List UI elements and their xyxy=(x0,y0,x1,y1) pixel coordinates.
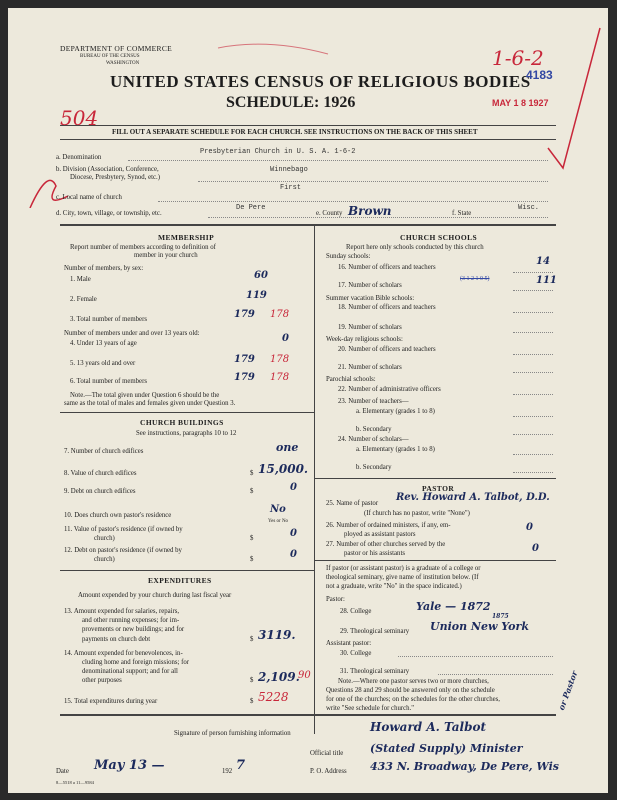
edifice-debt-value: 0 xyxy=(290,482,297,493)
dept-name: DEPARTMENT OF COMMERCE xyxy=(60,44,173,53)
assistant-ministers-value: 0 xyxy=(526,522,533,533)
state-value: Wisc. xyxy=(518,204,540,212)
received-stamp: MAY 1 8 1927 xyxy=(492,98,549,108)
residence-own-label: 10. Does church own pastor's residence xyxy=(64,512,172,519)
q23-label: 23. Number of teachers— xyxy=(338,398,409,405)
year-value: 7 xyxy=(236,758,246,773)
graduate-note-1: If pastor (or assistant pastor) is a graduate of a college or xyxy=(326,565,481,572)
assistant-college-label: 30. College xyxy=(340,650,372,657)
schools-heading: CHURCH SCHOOLS xyxy=(400,233,478,242)
local-name-label: c. Local name of church xyxy=(56,194,122,201)
total-members-check: 178 xyxy=(270,309,290,320)
city-value: De Pere xyxy=(236,204,266,212)
under-13-value: 0 xyxy=(282,333,289,344)
yes-no-hint: Yes or No xyxy=(268,519,289,524)
other-churches-label-1: 27. Number of other churches served by the xyxy=(326,541,446,548)
pastor-sub-label: Pastor: xyxy=(326,596,345,603)
dollar-sign: $ xyxy=(250,556,254,563)
vacation-schools-label: Summer vacation Bible schools: xyxy=(326,295,415,302)
pastor-note-2: Questions 28 and 29 should be answered only on the schedule xyxy=(326,687,495,694)
local-name-value: First xyxy=(280,184,302,192)
dollar-sign: $ xyxy=(250,698,254,705)
dollar-sign: $ xyxy=(250,470,254,477)
q21-label: 21. Number of scholars xyxy=(338,364,402,371)
edifices-label: 7. Number of church edifices xyxy=(64,448,144,455)
assistant-seminary-label: 31. Theological seminary xyxy=(340,668,410,675)
q13-line-1: 13. Amount expended for salaries, repairs, xyxy=(64,608,180,615)
q18-label: 18. Number of officers and teachers xyxy=(338,304,436,311)
pastor-note-1: Note.—Where one pastor serves two or more churches, xyxy=(338,678,489,685)
residence-debt-value: 0 xyxy=(290,549,297,560)
denomination-value: Presbyterian Church in U. S. A. 1-6-2 xyxy=(200,148,356,156)
buildings-sub: See instructions, paragraphs 10 to 12 xyxy=(136,430,237,437)
schedule-number: 4183 xyxy=(526,68,553,82)
residence-value-label-1: 11. Value of pastor's residence (if owned by xyxy=(64,526,183,533)
female-label: 2. Female xyxy=(70,296,97,303)
signature-value: Howard A. Talbot xyxy=(370,720,487,734)
expenditures-heading: EXPENDITURES xyxy=(148,576,212,585)
official-title-extra: or Pastor xyxy=(556,669,580,712)
edifice-value-value: 15,000. xyxy=(258,462,309,476)
parochial-schools-label: Parochial schools: xyxy=(326,376,376,383)
assistant-ministers-label-2: ployed as assistant pastors xyxy=(344,531,416,538)
census-schedule-sheet xyxy=(8,8,608,793)
college-label: 28. College xyxy=(340,608,372,615)
q13-line-4: payments on church debt xyxy=(82,636,151,643)
sunday-scholars-value: 111 xyxy=(536,275,557,286)
other-churches-value: 0 xyxy=(532,543,539,554)
over-13-value: 179 xyxy=(234,354,255,365)
by-sex-label: Number of members, by sex: xyxy=(64,265,144,272)
total-expenditures-value: 5228 xyxy=(258,690,289,704)
city-name: WASHINGTON xyxy=(106,61,140,66)
division-label-1: b. Division (Association, Conference, xyxy=(56,166,159,173)
q23a-label: a. Elementary (grades 1 to 8) xyxy=(356,408,435,415)
dollar-sign: $ xyxy=(250,636,254,643)
other-churches-label-2: pastor or his assistants xyxy=(344,550,405,557)
form-number: 8—5518 a 11—9584 xyxy=(56,780,94,785)
county-label: e. County xyxy=(316,210,343,217)
city-label: d. City, town, village, or township, etc. xyxy=(56,210,162,217)
division-value: Winnebago xyxy=(270,166,308,174)
graduate-note-3: not a graduate, write "No" in the space indicated.) xyxy=(326,583,462,590)
q24-label: 24. Number of scholars— xyxy=(338,436,409,443)
denomination-code: 1-6-2 xyxy=(492,46,544,70)
pastor-heading: PASTOR xyxy=(422,484,455,493)
female-value: 119 xyxy=(246,290,267,301)
year-prefix: 192 xyxy=(222,768,233,775)
buildings-heading: CHURCH BUILDINGS xyxy=(140,418,224,427)
q17-label: 17. Number of scholars xyxy=(338,282,402,289)
benevolences-value: 2,109. xyxy=(258,670,300,684)
pastor-name-hint: (If church has no pastor, write "None") xyxy=(364,510,470,517)
seminary-year: 1875 xyxy=(492,613,509,620)
total-members-2-value: 179 xyxy=(234,372,255,383)
benevolences-cents: 90 xyxy=(298,670,311,681)
q13-line-2: and other running expenses; for im- xyxy=(82,617,180,624)
residence-value-value: 0 xyxy=(290,528,297,539)
graduate-note-2: theological seminary, give name of institution below. (If xyxy=(326,574,479,581)
membership-note-2: same as the total of males and females given under Question 3. xyxy=(64,400,236,407)
sunday-scholars-struck: (3 1 2 1 0 5) xyxy=(460,276,490,282)
membership-note-1: Note.—The total given under Question 6 should be the xyxy=(70,392,220,399)
instruction-line: FILL OUT A SEPARATE SCHEDULE FOR EACH CHURCH. SEE INSTRUCTIONS ON THE BACK OF THIS SHEET xyxy=(112,128,478,136)
q14-line-2: cluding home and foreign missions; for xyxy=(82,659,190,666)
over-13-label: 5. 13 years old and over xyxy=(70,360,136,367)
age-heading: Number of members under and over 13 years old: xyxy=(64,330,200,337)
q14-line-3: denominational support; and for all xyxy=(82,668,178,675)
form-title: UNITED STATES CENSUS OF RELIGIOUS BODIES xyxy=(110,72,531,91)
dollar-sign: $ xyxy=(250,488,254,495)
division-label-2: Diocese, Presbytery, Synod, etc.) xyxy=(70,174,160,181)
total-members-label: 3. Total number of members xyxy=(70,316,147,323)
running-expenses-value: 3119. xyxy=(258,628,296,642)
pastor-name-value: Rev. Howard A. Talbot, D.D. xyxy=(396,492,550,503)
state-label: f. State xyxy=(452,210,472,217)
left-number: 504 xyxy=(60,106,99,130)
official-title-label: Official title xyxy=(310,750,344,757)
pastor-note-4: write "See schedule for church." xyxy=(326,705,415,712)
q16-label: 16. Number of officers and teachers xyxy=(338,264,436,271)
residence-debt-label-2: church) xyxy=(94,556,115,563)
assistant-pastor-label: Assistant pastor: xyxy=(326,640,372,647)
seminary-label: 29. Theological seminary xyxy=(340,628,410,635)
po-address-value: 433 N. Broadway, De Pere, Wis xyxy=(370,760,559,773)
total-members-value: 179 xyxy=(234,309,255,320)
signature-label: Signature of person furnishing information xyxy=(174,730,291,737)
college-value: Yale — 1872 xyxy=(416,600,491,613)
male-label: 1. Male xyxy=(70,276,91,283)
expenditures-sub: Amount expended by your church during last fiscal year xyxy=(78,592,232,599)
denomination-label: a. Denomination xyxy=(56,154,102,161)
under-13-label: 4. Under 13 years of age xyxy=(70,340,137,347)
q24b-label: b. Secondary xyxy=(356,464,392,471)
date-value: May 13 — xyxy=(94,758,165,773)
bureau-name: BUREAU OF THE CENSUS xyxy=(80,54,140,59)
county-value: Brown xyxy=(348,204,392,218)
total-members-2-check: 178 xyxy=(270,372,290,383)
over-13-check: 178 xyxy=(270,354,290,365)
schedule-title: SCHEDULE: 1926 xyxy=(226,94,356,111)
official-title-value: (Stated Supply) Minister xyxy=(370,742,523,755)
edifices-value: one xyxy=(276,441,299,454)
dollar-sign: $ xyxy=(250,677,254,684)
sunday-schools-label: Sunday schools: xyxy=(326,253,371,260)
pastor-name-label: 25. Name of pastor xyxy=(326,500,379,507)
schools-intro: Report here only schools conducted by this church xyxy=(346,244,484,251)
assistant-ministers-label-1: 26. Number of ordained ministers, if any, em- xyxy=(326,522,451,529)
q14-line-1: 14. Amount expended for benevolences, in- xyxy=(64,650,183,657)
total-expenditures-label: 15. Total expenditures during year xyxy=(64,698,158,705)
male-value: 60 xyxy=(254,270,268,281)
q23b-label: b. Secondary xyxy=(356,426,392,433)
residence-own-value: No xyxy=(270,504,286,515)
dollar-sign: $ xyxy=(250,535,254,542)
edifice-debt-label: 9. Debt on church edifices xyxy=(64,488,136,495)
membership-intro-2: member in your church xyxy=(134,252,198,259)
q13-line-3: provements or new buildings; and for xyxy=(82,626,185,633)
membership-intro-1: Report number of members according to definition of xyxy=(70,244,216,251)
date-label: Date xyxy=(56,768,69,775)
residence-debt-label-1: 12. Debt on pastor's residence (if owned by xyxy=(64,547,182,554)
po-address-label: P. O. Address xyxy=(310,768,347,775)
q19-label: 19. Number of scholars xyxy=(338,324,402,331)
edifice-value-label: 8. Value of church edifices xyxy=(64,470,137,477)
q20-label: 20. Number of officers and teachers xyxy=(338,346,436,353)
total-members-2-label: 6. Total number of members xyxy=(70,378,147,385)
seminary-value: Union New York xyxy=(430,620,529,633)
q24a-label: a. Elementary (grades 1 to 8) xyxy=(356,446,435,453)
pastor-note-3: for one of the churches; on the schedules for the other churches, xyxy=(326,696,501,703)
membership-heading: MEMBERSHIP xyxy=(158,233,215,242)
sunday-teachers-value: 14 xyxy=(536,256,550,267)
q14-line-4: other purposes xyxy=(82,677,122,684)
weekday-schools-label: Week-day religious schools: xyxy=(326,336,403,343)
residence-value-label-2: church) xyxy=(94,535,115,542)
q22-label: 22. Number of administrative officers xyxy=(338,386,441,393)
